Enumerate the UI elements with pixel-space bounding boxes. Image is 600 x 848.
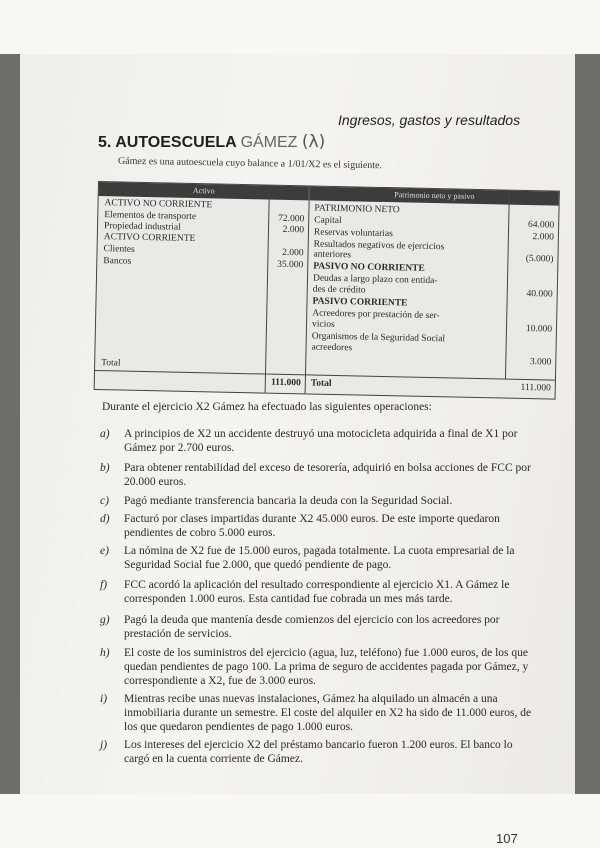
asset-value: 2.000: [282, 224, 305, 236]
asset-label: Propiedad industrial: [103, 221, 181, 233]
operation-letter: c): [100, 495, 109, 507]
operation-text: Mientras recibe unas nuevas instalaciones, Gámez ha alquilado un almacén a una inmobiliaria durante un semestre. El coste del alquiler en X2 ha sido de 11.000 euros, de los que quedaron pendientes de pago 1.000 euros.: [124, 693, 532, 733]
asset-label: ACTIVO CORRIENTE: [103, 232, 196, 245]
liability-label: Acreedores por prestación de ser-: [312, 308, 440, 322]
operation-text: Pagó mediante transferencia bancaria la deuda con la Seguridad Social.: [124, 495, 453, 507]
exercise-name: AUTOESCUELA: [115, 134, 237, 151]
asset-value: 35.000: [277, 259, 304, 271]
operation-text: A principios de X2 un accidente destruyó una motocicleta adquirida a final de X1 por Gámez por 2.700 euros.: [124, 428, 518, 454]
operation-text: Facturó por clases impartidas durante X2 45.000 euros. De este importe quedaron pendientes de cobro 5.000 euros.: [124, 513, 500, 539]
liabilities-header: Patrimonio neto y pasivo: [310, 186, 559, 205]
liability-label: Resultados negativos de ejercicios: [313, 239, 445, 253]
liability-value: (5.000): [525, 253, 554, 265]
operation-text: Para obtener rentabilidad del exceso de tesorería, adquirió en bolsa acciones de FCC por 20.000 euros.: [124, 462, 531, 488]
operation-text: Los intereses del ejercicio X2 del préstamo bancario fueron 1.200 euros. El banco lo cargó en la cuenta corriente de Gámez.: [124, 739, 513, 765]
liability-label: Deudas a largo plazo con entida-: [312, 273, 438, 287]
assets-header: Activo: [99, 182, 309, 200]
liability-label: anteriores: [313, 249, 352, 261]
asset-value: 2.000: [282, 247, 304, 259]
operation-text: Pagó la deuda que mantenía desde comienzos del ejercicio con los acreedores por prestación de servicios.: [124, 614, 500, 640]
liabilities-total-value: 111.000: [520, 382, 551, 394]
exercise-title: [98, 132, 325, 152]
balance-sheet: [94, 181, 560, 400]
liability-label: Reservas voluntarias: [313, 227, 393, 240]
liability-label: PASIVO CORRIENTE: [312, 296, 408, 309]
page-number: 107: [496, 831, 518, 846]
liability-label: vicios: [311, 319, 335, 330]
liability-value: 2.000: [532, 232, 555, 243]
liability-label: PASIVO NO CORRIENTE: [313, 261, 425, 274]
assets-total-label: Total: [101, 358, 121, 369]
book-page: [20, 54, 575, 846]
asset-label: Elementos de transporte: [104, 210, 197, 223]
liability-value: 40.000: [526, 289, 553, 300]
asset-value: 72.000: [278, 213, 305, 225]
asset-label: ACTIVO NO CORRIENTE: [104, 198, 213, 211]
operation-letter: d): [100, 513, 110, 525]
liability-label: PATRIMONIO NETO: [314, 203, 400, 216]
operation-letter: a): [100, 428, 110, 440]
liability-label: Capital: [314, 215, 342, 227]
exercise-name-light: GÁMEZ: [240, 134, 298, 151]
operation-letter: b): [100, 462, 110, 474]
operation-letter: e): [100, 545, 109, 557]
operation-text: FCC acordó la aplicación del resultado correspondiente al ejercicio X1. A Gámez le corresponden 1.000 euros. Esta cantidad fue cobrada un mes más tarde.: [124, 579, 510, 605]
liability-value: 64.000: [527, 220, 555, 231]
divider: [505, 191, 510, 379]
liability-label: acreedores: [311, 342, 353, 354]
liability-label: des de crédito: [312, 284, 366, 296]
chapter-header: Ingresos, gastos y resultados: [338, 112, 521, 128]
exercise-number: 5.: [98, 134, 112, 151]
divider: [265, 186, 270, 393]
operations-intro: Durante el ejercicio X2 Gámez ha efectuado las siguientes operaciones:: [102, 401, 432, 413]
assets-total-value: 111.000: [270, 377, 301, 389]
operation-letter: f): [100, 579, 108, 591]
asset-label: Clientes: [103, 244, 135, 255]
scan-top-margin: [0, 0, 600, 54]
divider: [305, 186, 310, 393]
liability-value: 3.000: [529, 357, 552, 368]
operation-text: La nómina de X2 fue de 15.000 euros, pagada totalmente. La cuota empresarial de la Seguridad Social fue 2.000, que quedó pendiente de pago.: [124, 545, 515, 571]
handwritten-mark: (λ): [301, 132, 326, 152]
operation-letter: h): [100, 647, 110, 659]
liabilities-total-label: Total: [310, 378, 332, 389]
operation-letter: j): [100, 739, 108, 751]
operation-letter: i): [100, 693, 108, 705]
operation-letter: g): [100, 614, 110, 626]
exercise-intro: Gámez es una autoescuela cuyo balance a 1/01/X2 es el siguiente.: [117, 155, 383, 172]
operation-text: El coste de los suministros del ejercicio (agua, luz, teléfono) fue 1.000 euros, de los que quedan pendientes de pago 100. La prima de seguro de accidentes pagada por Gámez, y correspondiente a X2, fue de 3.000 euros.: [124, 647, 529, 687]
liability-value: 10.000: [525, 323, 553, 335]
asset-label: Bancos: [103, 256, 132, 267]
liability-label: Organismos de la Seguridad Social: [311, 331, 446, 345]
